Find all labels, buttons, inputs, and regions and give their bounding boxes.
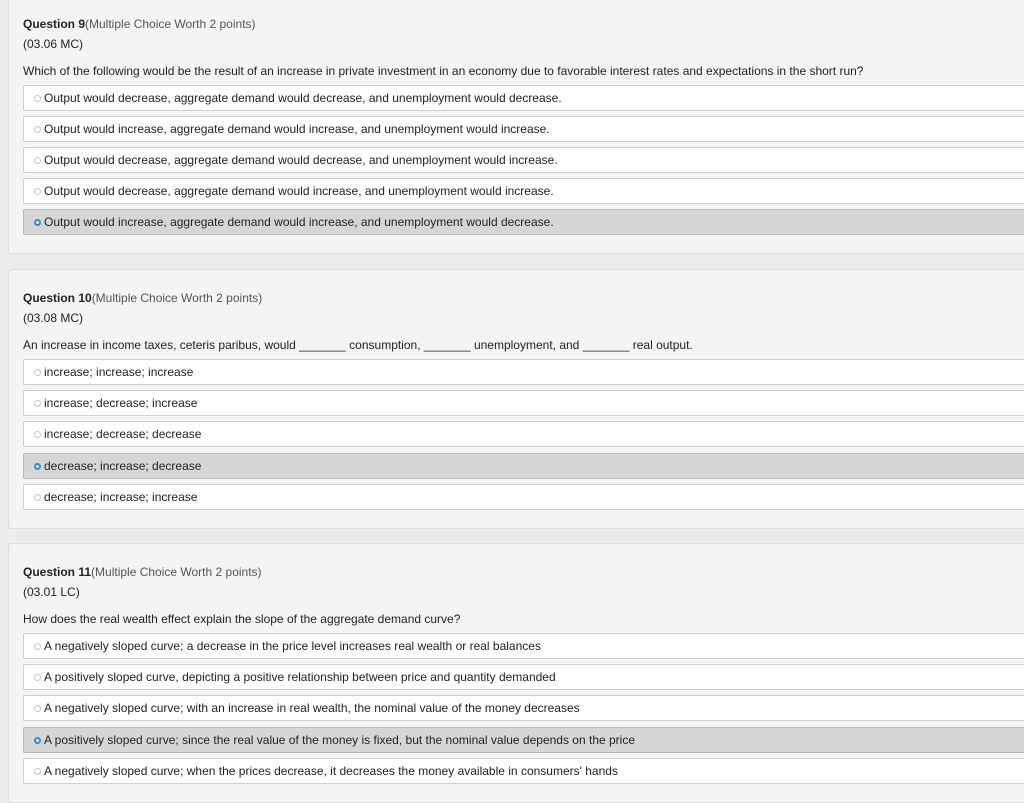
answer-label: increase; decrease; increase bbox=[44, 396, 198, 410]
answer-option[interactable] bbox=[23, 758, 1024, 784]
radio-button[interactable] bbox=[34, 674, 41, 681]
question-worth: (Multiple Choice Worth 2 points) bbox=[85, 17, 256, 31]
question-worth: (Multiple Choice Worth 2 points) bbox=[91, 565, 262, 579]
answer-label: A negatively sloped curve; a decrease in the price level increases real wealth or real balances bbox=[44, 639, 541, 653]
radio-button[interactable] bbox=[34, 705, 41, 712]
question-code: (03.08 MC) bbox=[23, 311, 84, 325]
answer-option[interactable] bbox=[23, 359, 1024, 385]
answer-option[interactable] bbox=[23, 147, 1024, 173]
answer-label: Output would decrease, aggregate demand would decrease, and unemployment would decrease. bbox=[44, 91, 562, 105]
question-number: Question 11 bbox=[23, 565, 92, 579]
radio-button[interactable] bbox=[34, 768, 41, 775]
answer-label: A negatively sloped curve; with an increase in real wealth, the nominal value of the money decreases bbox=[44, 701, 580, 715]
answer-option[interactable] bbox=[23, 209, 1024, 235]
radio-button[interactable] bbox=[34, 219, 41, 226]
question-worth: (Multiple Choice Worth 2 points) bbox=[91, 291, 263, 305]
radio-button[interactable] bbox=[34, 95, 41, 102]
question-9-card bbox=[8, 0, 1024, 254]
radio-button[interactable] bbox=[34, 643, 41, 650]
answer-label: increase; increase; increase bbox=[44, 365, 194, 379]
radio-button[interactable] bbox=[34, 463, 41, 470]
answer-label: increase; decrease; decrease bbox=[44, 427, 202, 441]
question-header bbox=[23, 291, 262, 305]
answer-option[interactable] bbox=[23, 484, 1024, 510]
radio-button[interactable] bbox=[34, 737, 41, 744]
question-header bbox=[23, 17, 256, 31]
radio-button[interactable] bbox=[34, 188, 41, 195]
question-code: (03.06 MC) bbox=[23, 37, 84, 51]
answer-option[interactable] bbox=[23, 178, 1024, 204]
radio-button[interactable] bbox=[34, 126, 41, 133]
answer-option[interactable] bbox=[23, 421, 1024, 447]
answer-option[interactable] bbox=[23, 695, 1024, 721]
answer-label: A positively sloped curve; since the real value of the money is fixed, but the nominal value depends on the price bbox=[44, 733, 636, 747]
answer-option[interactable] bbox=[23, 664, 1024, 690]
question-number: Question 9 bbox=[23, 17, 86, 31]
answer-label: decrease; increase; increase bbox=[44, 490, 198, 504]
answer-option[interactable] bbox=[23, 633, 1024, 659]
question-number: Question 10 bbox=[23, 291, 92, 305]
answer-option[interactable] bbox=[23, 453, 1024, 479]
answer-option[interactable] bbox=[23, 390, 1024, 416]
answer-label: Output would decrease, aggregate demand would increase, and unemployment would increase. bbox=[44, 184, 554, 198]
radio-button[interactable] bbox=[34, 431, 41, 438]
answer-label: Output would increase, aggregate demand would increase, and unemployment would decrease. bbox=[44, 215, 554, 229]
answer-label: Output would decrease, aggregate demand would decrease, and unemployment would increase. bbox=[44, 153, 558, 167]
answer-label: decrease; increase; decrease bbox=[44, 459, 202, 473]
answer-label: A positively sloped curve, depicting a positive relationship between price and quantity demanded bbox=[44, 670, 556, 684]
question-10-card bbox=[8, 269, 1024, 529]
question-header bbox=[23, 565, 262, 579]
answer-label: Output would increase, aggregate demand would increase, and unemployment would increase. bbox=[44, 122, 550, 136]
answer-option[interactable] bbox=[23, 85, 1024, 111]
question-text: Which of the following would be the result of an increase in private investment in an economy due to favorable interest rates and expectations in the short run? bbox=[23, 64, 864, 78]
answer-option[interactable] bbox=[23, 727, 1024, 753]
radio-button[interactable] bbox=[34, 157, 41, 164]
answer-option[interactable] bbox=[23, 116, 1024, 142]
question-code: (03.01 LC) bbox=[23, 585, 80, 599]
question-11-card bbox=[8, 543, 1024, 803]
answer-label: A negatively sloped curve; when the prices decrease, it decreases the money available in consumers' hands bbox=[44, 764, 618, 778]
question-text: An increase in income taxes, ceteris paribus, would _______ consumption, _______ unemployment, and _______ real output. bbox=[23, 338, 693, 352]
radio-button[interactable] bbox=[34, 494, 41, 501]
question-text: How does the real wealth effect explain the slope of the aggregate demand curve? bbox=[23, 612, 461, 626]
radio-button[interactable] bbox=[34, 400, 41, 407]
radio-button[interactable] bbox=[34, 369, 41, 376]
